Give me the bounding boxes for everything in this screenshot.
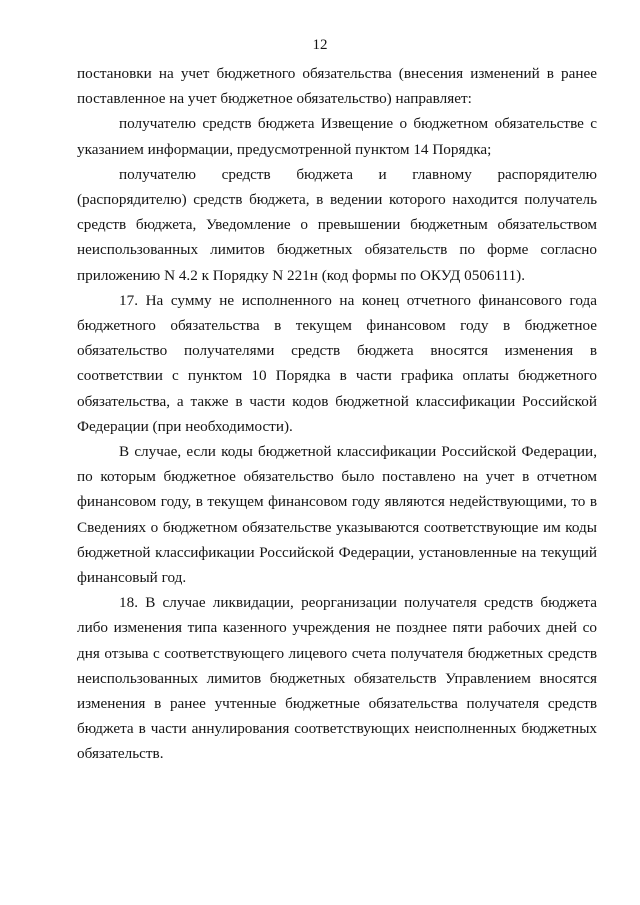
paragraph-recipient-notice: получателю средств бюджета Извещение о бюджетном обязательстве с указанием информации, предусмотренной пунктом 14 Порядка; <box>77 115 597 158</box>
paragraph-recipient-limits-notice: получателю средств бюджета и главному распорядителю (распорядителю) средств бюджета, в ведении которого находится получатель средств бюджета, Уведомление о превышении бюджетным обязательством неиспользованных лимитов бюджетных обязательств по форме согласно приложению N 4.2 к Порядку N 221н (код формы по ОКУД 0506111). <box>77 165 597 284</box>
paragraph-invalid-codes: В случае, если коды бюджетной классификации Российской Федерации, по которым бюджетное обязательство было поставлено на учет в отчетном финансовом году, в текущем финансовом году являются недействующими, то в Сведениях о бюджетном обязательстве указываются соответствующие им коды бюджетной классификации Российской Федерации, установленные на текущий финансовый год. <box>77 443 597 587</box>
document-body <box>77 61 597 767</box>
paragraph-clause-17: 17. На сумму не исполненного на конец отчетного финансового года бюджетного обязательства в текущем финансовом году в бюджетное обязательство получателями средств бюджета вносятся изменения в соответствии с пунктом 10 Порядка в части графика оплаты бюджетного обязательства, а также в части кодов бюджетной классификации Российской Федерации (при необходимости). <box>77 291 597 435</box>
page-number: 12 <box>312 37 328 53</box>
paragraph-continuation: постановки на учет бюджетного обязательства (внесения изменений в ранее поставленное на учет бюджетное обязательство) направляет: <box>77 65 597 108</box>
paragraph-clause-18: 18. В случае ликвидации, реорганизации получателя средств бюджета либо изменения типа казенного учреждения не позднее пяти рабочих дней со дня отзыва с соответствующего лицевого счета получателя бюджетных средств неиспользованных лимитов бюджетных обязательств Управлением вносятся изменения в ранее учтенные бюджетные обязательства получателя средств бюджета в части аннулирования соответствующих неисполненных бюджетных обязательств. <box>77 594 597 763</box>
